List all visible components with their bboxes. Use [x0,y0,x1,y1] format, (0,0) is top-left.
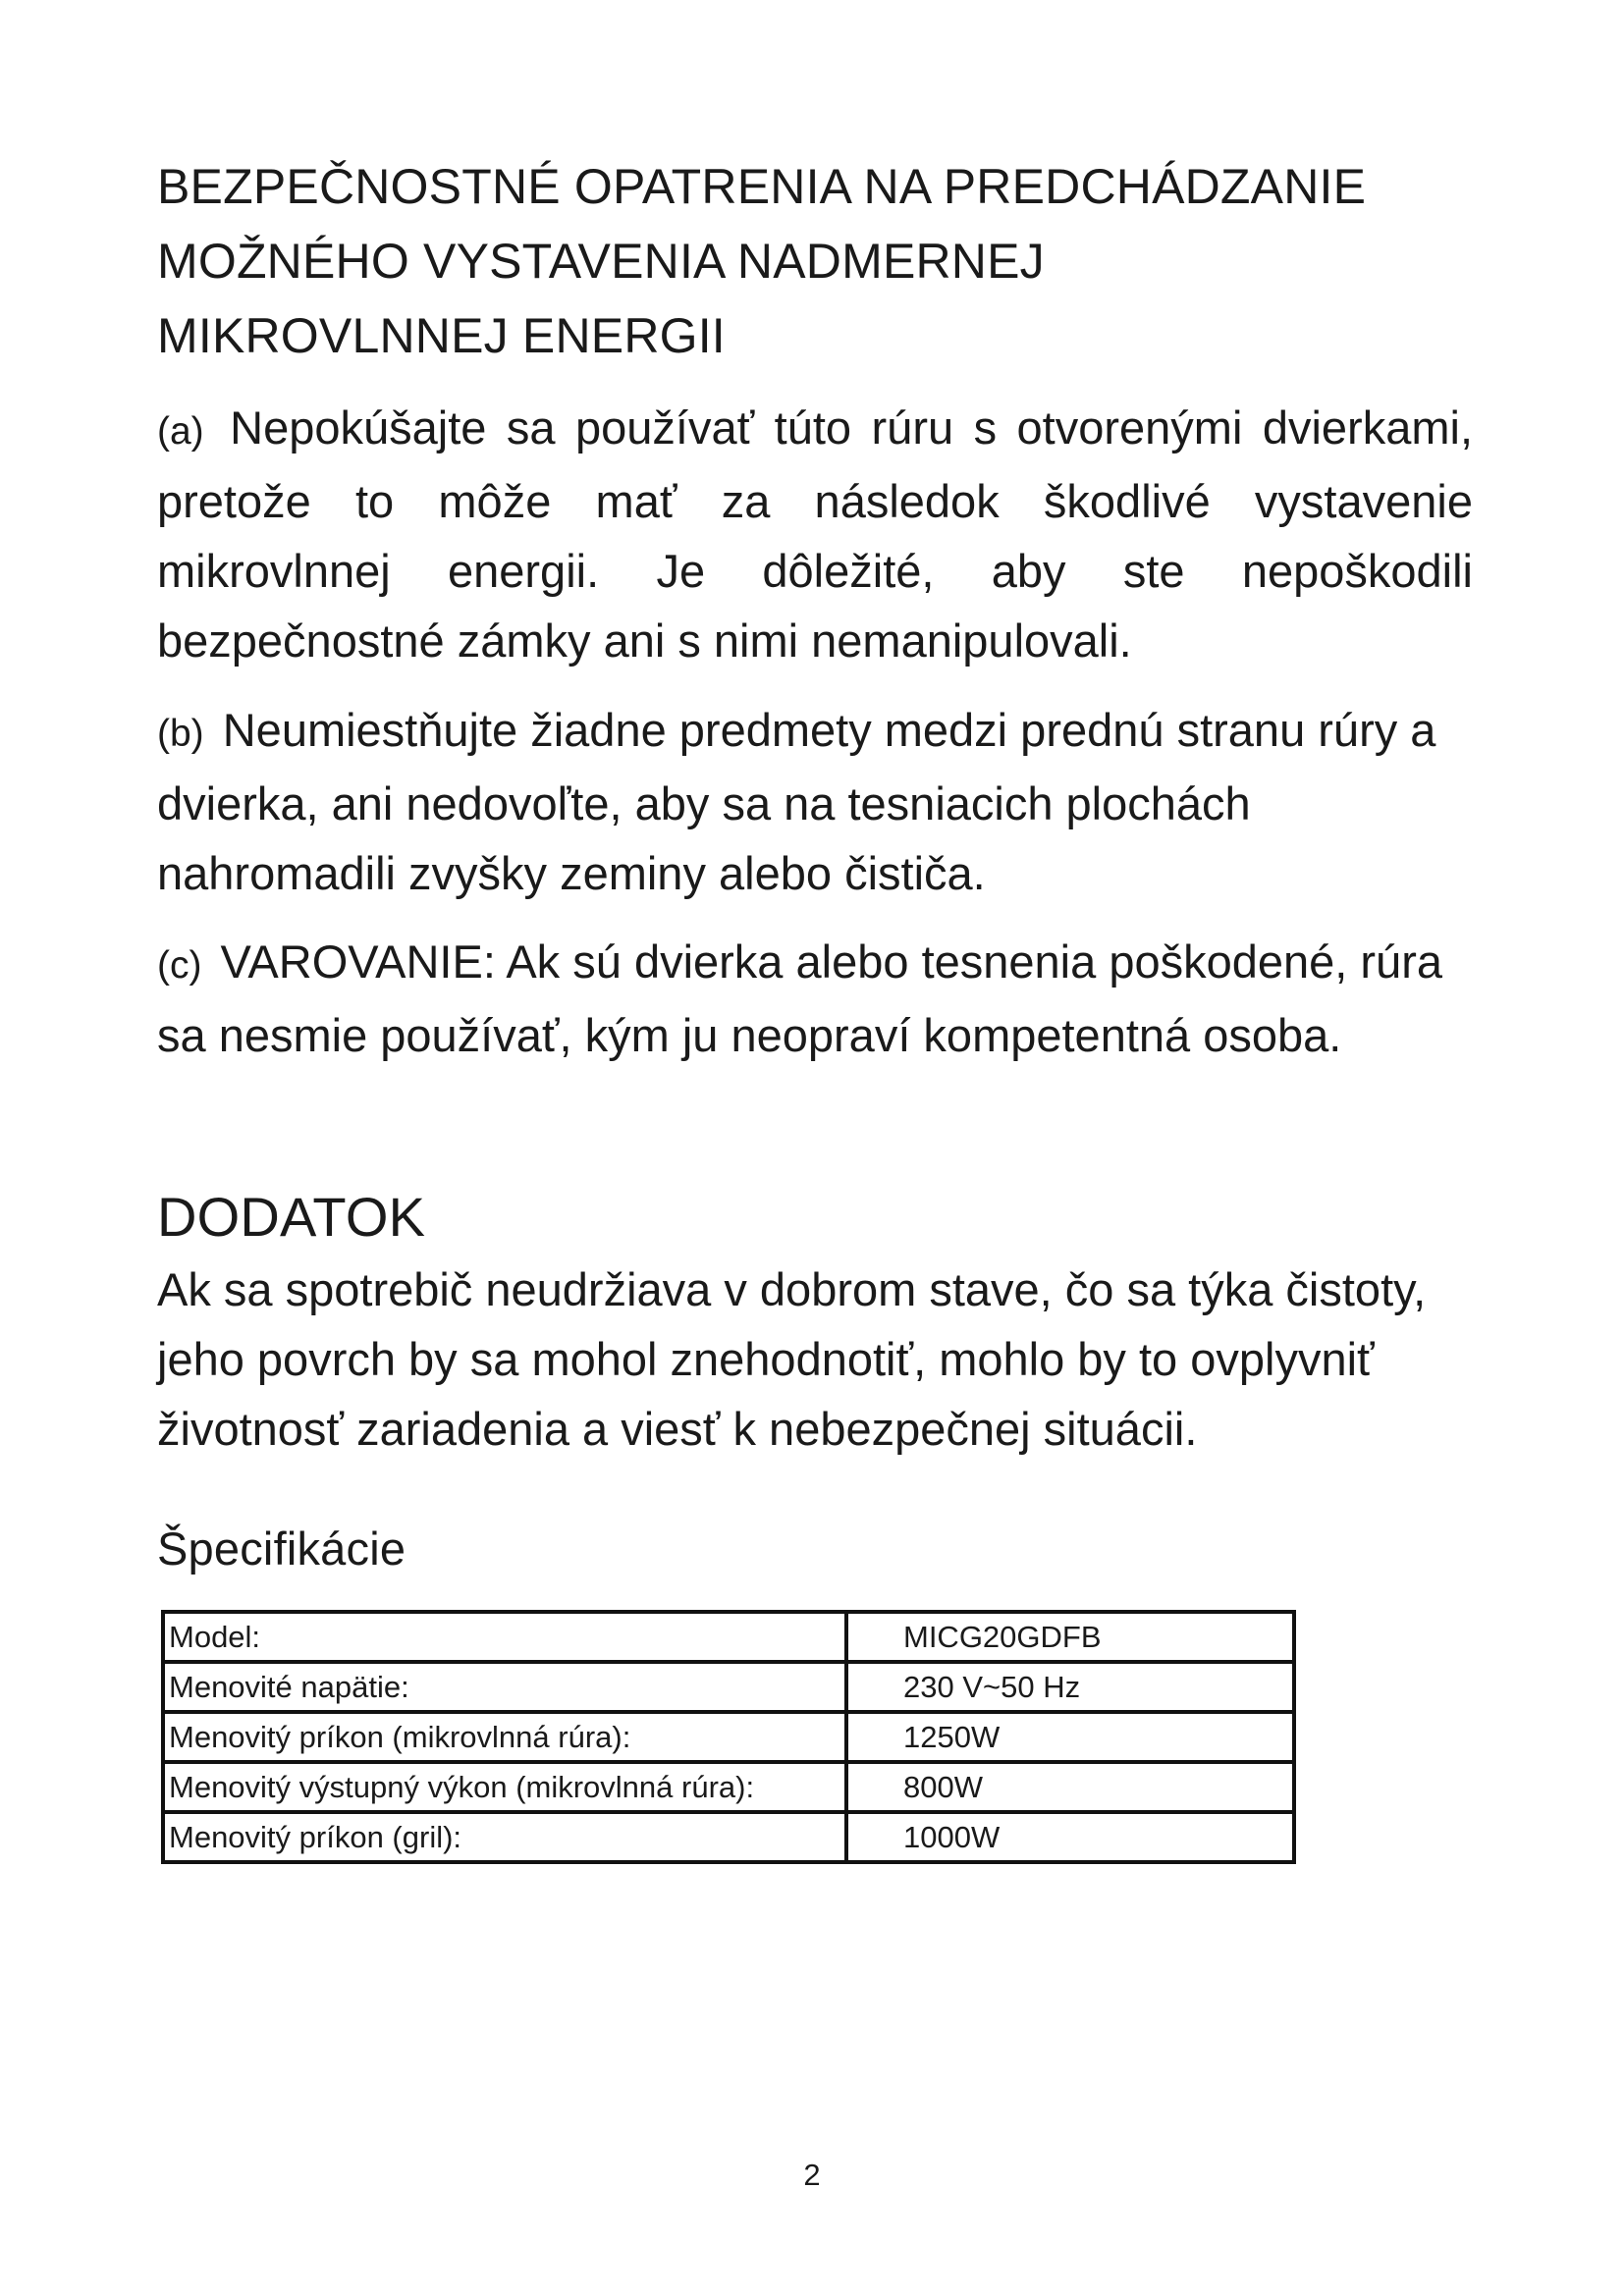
spec-label: Menovité napätie: [163,1662,846,1712]
spec-row-microwave-output [163,1762,1294,1812]
appendix-title: DODATOK [157,1186,426,1248]
safety-item-c-label: (c) [157,944,202,987]
safety-item-b [157,695,1473,908]
safety-heading [157,149,1492,373]
safety-item-b-text: Neumiestňujte žiadne predmety medzi prednú stranu rúry a dvierka, ani nedovoľte, aby sa na tesniacich plochách nahromadili zvyšky zeminy alebo čističa. [157,704,1436,899]
safety-heading-line-1: BEZPEČNOSTNÉ OPATRENIA NA PREDCHÁDZANIE [157,159,1367,214]
safety-item-a-label: (a) [157,410,204,453]
spec-row-grill-input [163,1812,1294,1862]
safety-item-b-label: (b) [157,713,204,755]
spec-value: 1250W [846,1712,1294,1762]
spec-row-model [163,1612,1294,1662]
spec-label: Model: [163,1612,846,1662]
safety-heading-line-3: MIKROVLNNEJ ENERGII [157,308,726,363]
spec-label: Menovitý príkon (gril): [163,1812,846,1862]
safety-heading-line-2: MOŽNÉHO VYSTAVENIA NADMERNEJ [157,234,1045,289]
page-number: 2 [803,2158,821,2192]
appendix-text: Ak sa spotrebič neudržiava v dobrom stave, čo sa týka čistoty, jeho povrch by sa mohol znehodnotiť, mohlo by to ovplyvniť životnosť zariadenia a viesť k nebezpečnej situácii. [157,1263,1427,1455]
spec-label: Menovitý príkon (mikrovlnná rúra): [163,1712,846,1762]
spec-row-microwave-input [163,1712,1294,1762]
spec-value: 800W [846,1762,1294,1812]
specifications-table [161,1610,1296,1864]
spec-value: 230 V~50 Hz [846,1662,1294,1712]
spec-value: MICG20GDFB [846,1612,1294,1662]
safety-item-a-text: Nepokúšajte sa používať túto rúru s otvorenými dvierkami, pretože to môže mať za následok škodlivé vystavenie mikrovlnnej energii. Je dôležité, aby ste nepoškodili bezpečnostné zámky ani s nimi nemanipulovali. [157,401,1474,667]
spec-row-voltage [163,1662,1294,1712]
safety-item-a [157,393,1473,675]
spec-value: 1000W [846,1812,1294,1862]
specifications-title: Špecifikácie [157,1522,406,1575]
safety-item-c [157,927,1473,1070]
spec-label: Menovitý výstupný výkon (mikrovlnná rúra): [163,1762,846,1812]
safety-item-c-text: VAROVANIE: Ak sú dvierka alebo tesnenia poškodené, rúra sa nesmie používať, kým ju neopraví kompetentná osoba. [157,935,1442,1061]
